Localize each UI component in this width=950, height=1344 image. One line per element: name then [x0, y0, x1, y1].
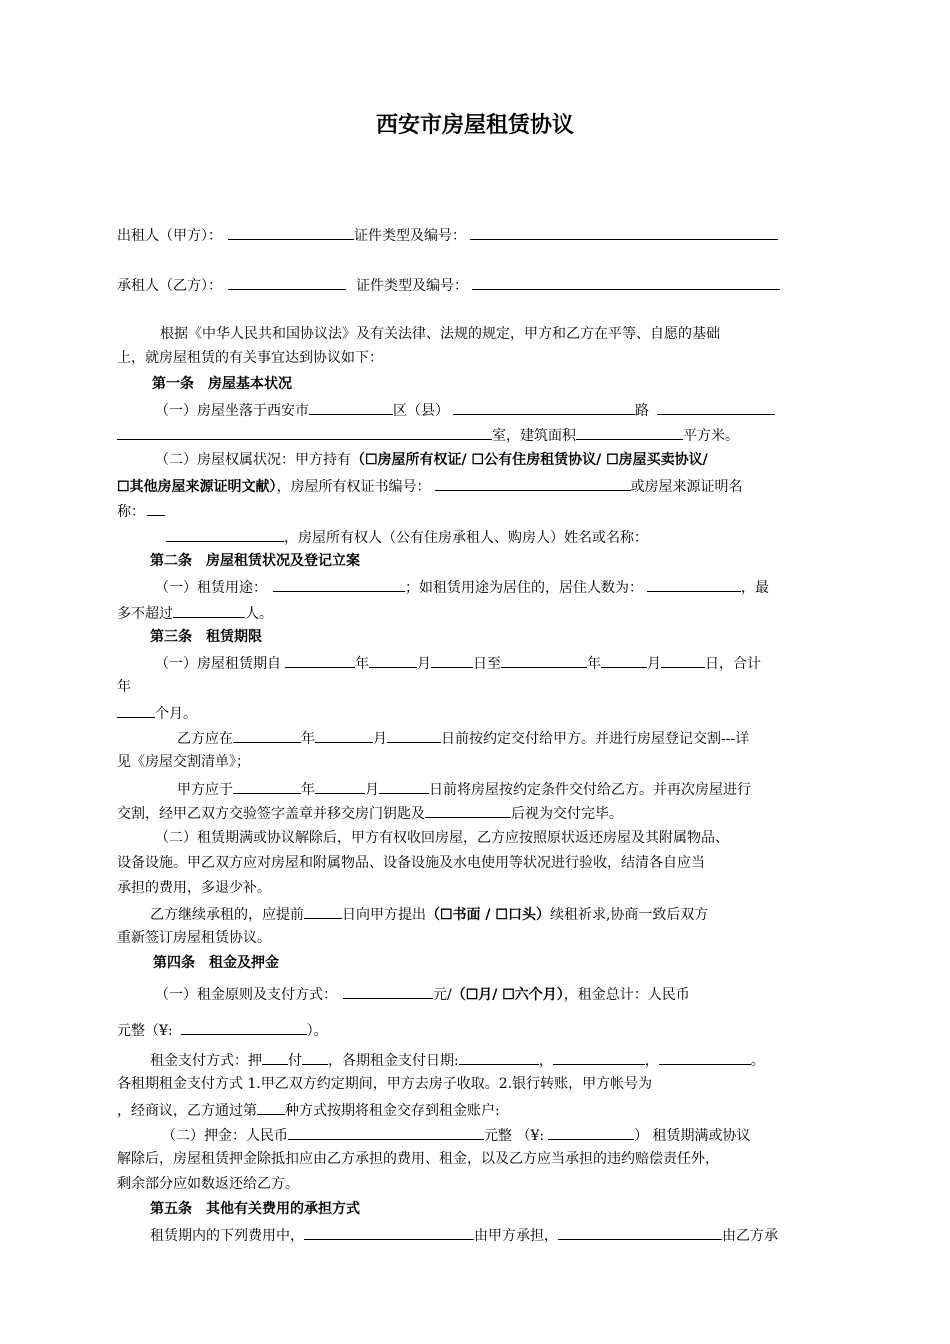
total-label: 日，合计 — [705, 656, 761, 672]
payment-account-text: 种方式按期将租金交存到租金账户: — [285, 1103, 500, 1119]
lessor-name-blank[interactable] — [228, 224, 354, 240]
residents-label: ；如租赁用途为居住的，居住人数为： — [405, 580, 643, 596]
lessor-fees-label: 由甲方承担， — [474, 1228, 558, 1244]
a3-term-line — [155, 652, 761, 674]
lessor-year-blank[interactable] — [233, 778, 301, 794]
year-label: 年 — [301, 731, 315, 747]
district-label: 区（县） — [393, 403, 449, 419]
lessee-id-label: 证件类型及编号： — [356, 278, 468, 294]
use-label: （一）租赁用途： — [155, 580, 267, 596]
proof-name-label-end: 称： — [117, 504, 145, 520]
a3-return-line-2: 设备设施。甲乙双方应对房屋和附属物品、设备设施及水电使用等状况进行验收，结清各自应当 — [117, 855, 705, 871]
a4-payment-methods-line: 各租期租金支付方式 1.甲乙双方约定期间，甲方去房子收取。2.银行转账，甲方帐号为 — [117, 1076, 653, 1092]
end-year-blank[interactable] — [501, 652, 587, 668]
rent-total-yuan-label: 元整（¥: — [117, 1023, 173, 1039]
a1-ownership-line-2 — [117, 475, 743, 497]
comma: ， — [644, 1053, 659, 1069]
a1-owner-line — [166, 526, 648, 548]
lessor-line — [117, 224, 778, 246]
end-day-blank[interactable] — [661, 652, 705, 668]
deposit-months-label: 租金支付方式：押 — [150, 1053, 262, 1069]
lessee-handover-text: 日前按约定交付给甲方。并进行房屋登记交割---详 — [441, 731, 750, 747]
month-label: 月 — [365, 782, 379, 798]
a3-renewal-line — [150, 903, 708, 925]
city-district-blank[interactable] — [309, 399, 393, 415]
certificate-number-label: ，房屋所有权证书编号： — [276, 479, 431, 495]
lessee-handover-label: 乙方应在 — [177, 731, 233, 747]
pay-months-blank[interactable] — [302, 1049, 328, 1065]
deposit-amount-blank[interactable] — [288, 1124, 484, 1140]
ownership-options[interactable]: （☐房屋所有权证/ ☐公有住房租赁协议/ ☐房屋买卖协议/ — [351, 452, 708, 468]
lessor-id-label: 证件类型及编号： — [354, 228, 466, 244]
year-label: 年 — [587, 656, 601, 672]
a3-term-year: 年 — [117, 679, 131, 695]
a3-handover-list-line: 见《房屋交割清单》； — [117, 754, 250, 770]
road-label: 路 — [635, 403, 649, 419]
payment-date-3-blank[interactable] — [659, 1049, 751, 1065]
month-label: 月 — [373, 731, 387, 747]
certificate-number-blank[interactable] — [435, 475, 631, 491]
deposit-yuan-label: 元整 （¥: — [484, 1128, 545, 1144]
month-label: 月 — [647, 656, 661, 672]
deposit-expiry-text: ） 租赁期满或协议 — [634, 1128, 751, 1144]
lessee-id-blank[interactable] — [472, 274, 780, 290]
a2-use-line — [155, 576, 769, 598]
max-text: 多不超过 — [117, 606, 173, 622]
a4-payment-line — [150, 1049, 765, 1071]
rent-total-label: ，租金总计：人民币 — [563, 987, 690, 1003]
a3-renewal-line-2: 重新签订房屋租赁协议。 — [117, 930, 271, 946]
comma: ， — [538, 1053, 553, 1069]
payment-choice-blank[interactable] — [257, 1099, 285, 1115]
article-2-heading: 第二条 房屋租赁状况及登记立案 — [150, 553, 360, 569]
start-year-blank[interactable] — [285, 652, 355, 668]
months-label: 个月。 — [155, 706, 197, 722]
use-blank[interactable] — [273, 576, 405, 592]
delivery-complete-text: 后视为交付完毕。 — [511, 806, 623, 822]
area-unit: 平方米。 — [683, 428, 739, 444]
intro-line-1: 根据《中华人民共和国协议法》及有关法律、法规的规定，甲方和乙方在平等、自愿的基础 — [160, 326, 720, 342]
rent-total-blank[interactable] — [181, 1019, 307, 1035]
lessor-id-blank[interactable] — [470, 224, 778, 240]
rent-period-options[interactable]: （☐月/ ☐六个月） — [451, 987, 564, 1003]
deposit-figure-blank[interactable] — [548, 1124, 634, 1140]
a3-term-months-line — [117, 702, 197, 724]
rent-standard-label: （一）租金原则及支付方式： — [155, 987, 337, 1003]
a4-deposit-line — [162, 1124, 751, 1146]
year-label: 年 — [301, 782, 315, 798]
rent-amount-blank[interactable] — [343, 983, 433, 999]
term-label: （一）房屋租赁期自 — [155, 656, 281, 672]
lessee-month-blank[interactable] — [315, 727, 373, 743]
a4-deposit-line-3: 剩余部分应如数返还给乙方。 — [117, 1176, 299, 1192]
a3-lessor-handover-line — [177, 778, 751, 800]
payment-dates-label: ，各期租金支付日期: — [328, 1053, 459, 1069]
lessee-line — [117, 274, 780, 296]
residents-blank[interactable] — [647, 576, 741, 592]
article-4-heading: 第四条 租金及押金 — [153, 955, 279, 971]
pay-months-label: 付 — [288, 1053, 302, 1069]
a1-location-text: （一）房屋坐落于西安市 — [155, 403, 309, 419]
lessee-name-blank[interactable] — [228, 274, 346, 290]
renewal-method-options[interactable]: （☐书面 / ☐口头） — [426, 907, 550, 923]
lessee-fees-label: 由乙方承 — [722, 1228, 778, 1244]
a1-location-line — [155, 399, 775, 421]
rent-total-close: ）。 — [306, 1023, 328, 1039]
ownership-text: （二）房屋权属状况：甲方持有 — [155, 452, 351, 468]
a5-fees-line — [150, 1224, 778, 1246]
month-label: 月 — [417, 656, 431, 672]
a3-keys-line — [117, 802, 623, 824]
renewal-notify-text: 日向甲方提出 — [342, 907, 426, 923]
proof-name-label: 或房屋来源证明名 — [630, 479, 743, 495]
lessor-handover-label: 甲方应于 — [177, 782, 233, 798]
a4-payment-choice-line — [117, 1099, 500, 1121]
lessee-label: 承租人（乙方）： — [117, 278, 222, 294]
a4-rent-line — [155, 983, 690, 1005]
area-label: 室，建筑面积 — [492, 428, 576, 444]
payment-date-2-blank[interactable] — [553, 1049, 645, 1065]
payment-date-1-blank[interactable] — [459, 1049, 539, 1065]
lessor-month-blank[interactable] — [315, 778, 365, 794]
owner-name-label: ，房屋所有权人（公有住房承租人、购房人）姓名或名称： — [284, 530, 648, 546]
people-unit: 人。 — [245, 606, 273, 622]
start-month-blank[interactable] — [369, 652, 417, 668]
lessor-fees-blank[interactable] — [304, 1224, 474, 1240]
lessor-day-blank[interactable] — [379, 778, 429, 794]
room-blank[interactable] — [117, 424, 492, 440]
a4-rent-total-line — [117, 1019, 328, 1041]
a1-ownership-line-3 — [117, 500, 165, 522]
a1-ownership-line-1 — [155, 450, 708, 470]
deposit-label: （二）押金：人民币 — [162, 1128, 288, 1144]
proof-name-blank[interactable] — [147, 500, 165, 516]
lessee-day-blank[interactable] — [387, 727, 441, 743]
road-blank[interactable] — [453, 399, 635, 415]
keys-blank[interactable] — [425, 802, 511, 818]
lessee-fees-blank[interactable] — [558, 1224, 722, 1240]
renewal-text: 乙方继续承租的，应提前 — [150, 907, 304, 923]
total-months-blank[interactable] — [117, 702, 155, 718]
a3-return-line-3: 承担的费用，多退少补。 — [117, 880, 271, 896]
intro-line-2: 上，就房屋租赁的有关事宜达到协议如下： — [117, 350, 383, 366]
owner-blank-pre[interactable] — [166, 526, 284, 542]
article-1-heading: 第一条 房屋基本状况 — [152, 376, 292, 392]
a3-return-line-1: （二）租赁期满或协议解除后，甲方有权收回房屋，乙方应按照原状返还房屋及其附属物品、 — [155, 830, 729, 846]
a2-max-line — [117, 602, 273, 624]
max-people-blank[interactable] — [173, 602, 245, 618]
payment-choice-text: ，经商议，乙方通过第 — [117, 1103, 257, 1119]
fees-text: 租赁期内的下列费用中， — [150, 1228, 304, 1244]
year-label: 年 — [355, 656, 369, 672]
a3-lessee-handover-line — [177, 727, 749, 749]
deposit-months-blank[interactable] — [262, 1049, 288, 1065]
article-5-heading: 第五条 其他有关费用的承担方式 — [150, 1201, 360, 1217]
renewal-request-text: 续租祈求,协商一致后双方 — [549, 907, 709, 923]
end-month-blank[interactable] — [601, 652, 647, 668]
area-blank[interactable] — [576, 424, 683, 440]
lessee-year-blank[interactable] — [233, 727, 301, 743]
day-to-label: 日至 — [473, 656, 501, 672]
other-proof-option[interactable]: ☐其他房屋来源证明文献） — [117, 479, 277, 495]
start-day-blank[interactable] — [431, 652, 473, 668]
road-number-blank[interactable] — [657, 399, 775, 415]
renewal-days-blank[interactable] — [304, 903, 342, 919]
article-3-heading: 第三条 租赁期限 — [150, 629, 262, 645]
rent-unit: 元/ — [433, 987, 452, 1003]
keys-text: 交割，经甲乙双方交验签字盖章并移交房门钥匙及 — [117, 806, 425, 822]
lessor-label: 出租人（甲方）： — [117, 228, 222, 244]
document-title: 西安市房屋租赁协议 — [375, 112, 574, 138]
max-label: ，最 — [741, 580, 769, 596]
a1-area-line — [117, 424, 739, 446]
lessor-handover-text: 日前将房屋按约定条件交付给乙方。并再次房屋进行 — [429, 782, 751, 798]
period: 。 — [750, 1053, 765, 1069]
a4-deposit-line-2: 解除后，房屋租赁押金除抵扣应由乙方承担的费用、租金，以及乙方应当承担的违约赔偿责任外， — [117, 1151, 719, 1167]
